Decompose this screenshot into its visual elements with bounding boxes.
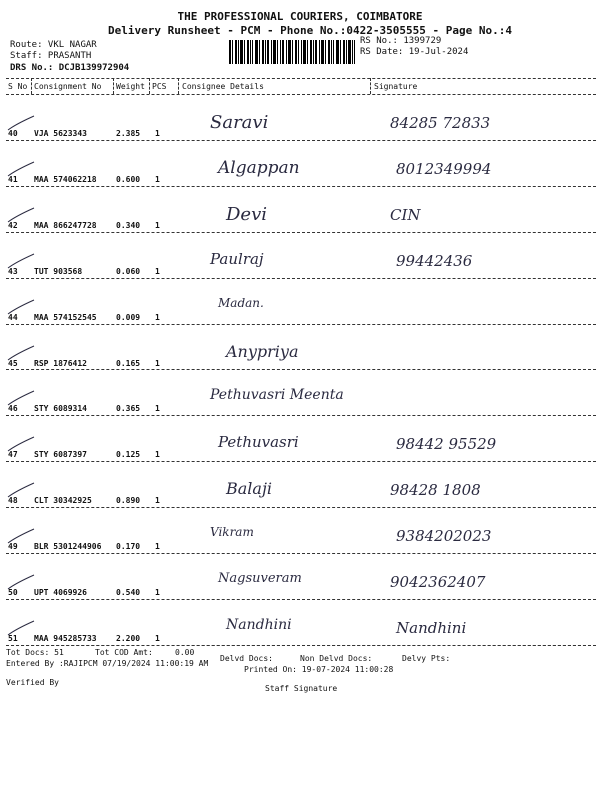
col-divider [370,78,371,94]
row-signature-handwritten: Nandhini [396,618,467,637]
row-signature-handwritten: 98442 95529 [396,435,497,454]
row-consignee-handwritten: Nandhini [226,616,292,633]
non-delivered-docs: Non Delvd Docs: [300,654,373,663]
row-pcs: 1 [155,174,160,184]
row-pcs: 1 [155,266,160,276]
row-weight: 0.060 [116,266,141,276]
row-consignment: MAA 945285733 [34,633,97,643]
entered-by: Entered By :RAJIPCM 07/19/2024 11:00:19 AM [6,659,209,668]
row-consignee-handwritten: Anypriya [226,341,299,361]
rs-number: RS No.: 1399729 [360,36,442,46]
row-sno: 50 [8,588,18,597]
row-signature-handwritten: 8012349994 [396,159,492,178]
row-signature-handwritten: 98428 1808 [390,481,481,500]
tick-mark-icon [6,481,36,501]
tick-mark-icon [6,160,36,180]
row-consignment: MAA 574152545 [34,312,97,322]
runsheet-subtitle: Delivery Runsheet - PCM - Phone No.:0422-3505555 - Page No.:4 [108,24,512,37]
row-sno: 40 [8,129,18,138]
row-signature-handwritten: CIN [390,205,421,224]
col-divider [149,78,150,94]
row-signature-handwritten: 9042362407 [390,573,486,591]
tick-mark-icon [6,344,36,364]
row-pcs: 1 [155,542,160,552]
col-header-pcs: PCS [152,82,167,91]
row-sno: 42 [8,220,18,230]
tick-mark-icon [6,206,36,226]
col-header-consignment: Consignment No [34,82,102,91]
row-sno: 48 [8,496,18,506]
row-consignee-handwritten: Pethuvasri [218,433,299,452]
total-cod-value: 0.00 [175,648,195,657]
row-pcs: 1 [155,496,160,506]
tick-mark-icon [6,252,36,272]
row-weight: 0.165 [116,358,141,368]
row-rule [6,324,596,325]
col-divider [31,78,32,94]
row-consignee-handwritten: Saravi [210,112,269,133]
tick-mark-icon [6,527,36,547]
row-consignee-handwritten: Paulraj [210,249,264,268]
row-consignee-handwritten: Pethuvasri Meenta [210,387,344,404]
row-weight: 0.600 [116,174,141,184]
staff-label: Staff: PRASANTH [10,51,92,61]
row-weight: 0.125 [116,450,141,460]
row-rule [6,507,596,508]
footer-rule [6,645,596,646]
row-sno: 49 [8,542,18,552]
row-pcs: 1 [155,633,160,643]
row-weight: 0.540 [116,588,141,597]
row-sno: 51 [8,633,18,643]
row-consignee-handwritten: Nagsuveram [218,571,302,586]
col-header-weight: Weight [116,82,145,91]
row-sno: 46 [8,404,18,414]
tick-mark-icon [6,619,36,639]
col-divider [113,78,114,94]
row-consignee-handwritten: Balaji [226,479,273,499]
row-consignment: BLR 5301244906 [34,542,102,552]
col-header-sno: S No [8,82,28,91]
row-consignee-handwritten: Vikram [210,525,254,540]
table-top-rule [6,78,596,79]
row-consignment: STY 6089314 [34,404,87,414]
row-signature-handwritten: 99442436 [396,251,473,270]
row-sno: 41 [8,174,18,184]
row-consignee-handwritten: Madan. [218,295,264,310]
row-consignment: VJA 5623343 [34,129,87,138]
row-weight: 0.009 [116,312,141,322]
row-rule [6,415,596,416]
tick-mark-icon [6,573,36,593]
row-consignment: RSP 1876412 [34,358,87,368]
row-weight: 0.890 [116,496,141,506]
row-pcs: 1 [155,129,160,138]
row-weight: 0.340 [116,220,141,230]
total-cod-label: Tot COD Amt: [95,648,153,657]
row-weight: 2.200 [116,633,141,643]
row-rule [6,140,596,141]
table-header-rule [6,94,596,95]
row-rule [6,553,596,554]
total-docs: Tot Docs: 51 [6,648,64,657]
tick-mark-icon [6,389,36,409]
row-rule [6,232,596,233]
row-rule [6,369,596,370]
row-consignment: MAA 574062218 [34,174,97,184]
row-pcs: 1 [155,450,160,460]
row-consignment: CLT 30342925 [34,496,92,506]
verified-by: Verified By [6,678,59,687]
row-sno: 43 [8,266,18,276]
row-pcs: 1 [155,404,160,414]
delivery-points: Delvy Pts: [402,654,451,663]
row-weight: 0.170 [116,542,141,552]
col-divider [178,78,179,94]
row-consignment: STY 6087397 [34,450,87,460]
barcode-image [229,40,355,64]
row-consignment: UPT 4069926 [34,588,87,597]
rs-date: RS Date: 19-Jul-2024 [360,47,469,57]
tick-mark-icon [6,114,36,134]
row-rule [6,278,596,279]
row-rule [6,186,596,187]
row-consignee-handwritten: Algappan [218,157,300,178]
row-weight: 2.385 [116,129,141,138]
col-header-signature: Signature [374,82,418,91]
row-consignment: MAA 866247728 [34,220,97,230]
row-weight: 0.365 [116,404,141,414]
row-pcs: 1 [155,358,160,368]
tick-mark-icon [6,435,36,455]
company-title: THE PROFESSIONAL COURIERS, COIMBATORE [177,10,423,23]
row-sno: 44 [8,312,18,322]
row-signature-handwritten: 84285 72833 [390,114,491,132]
row-rule [6,461,596,462]
delivered-docs: Delvd Docs: [220,654,273,663]
row-sno: 45 [8,358,18,368]
printed-on: Printed On: 19-07-2024 11:00:28 [244,665,394,674]
row-pcs: 1 [155,312,160,322]
row-consignee-handwritten: Devi [226,203,268,225]
staff-signature-label: Staff Signature [265,684,338,693]
col-header-consignee: Consignee Details [182,82,264,91]
row-consignment: TUT 903568 [34,266,83,276]
row-rule [6,599,596,600]
row-pcs: 1 [155,220,160,230]
tick-mark-icon [6,298,36,318]
row-sno: 47 [8,450,18,460]
row-pcs: 1 [155,588,160,597]
drs-number: DRS No.: DCJB139972904 [10,63,130,73]
row-signature-handwritten: 9384202023 [396,527,492,546]
route-label: Route: VKL NAGAR [10,40,97,50]
